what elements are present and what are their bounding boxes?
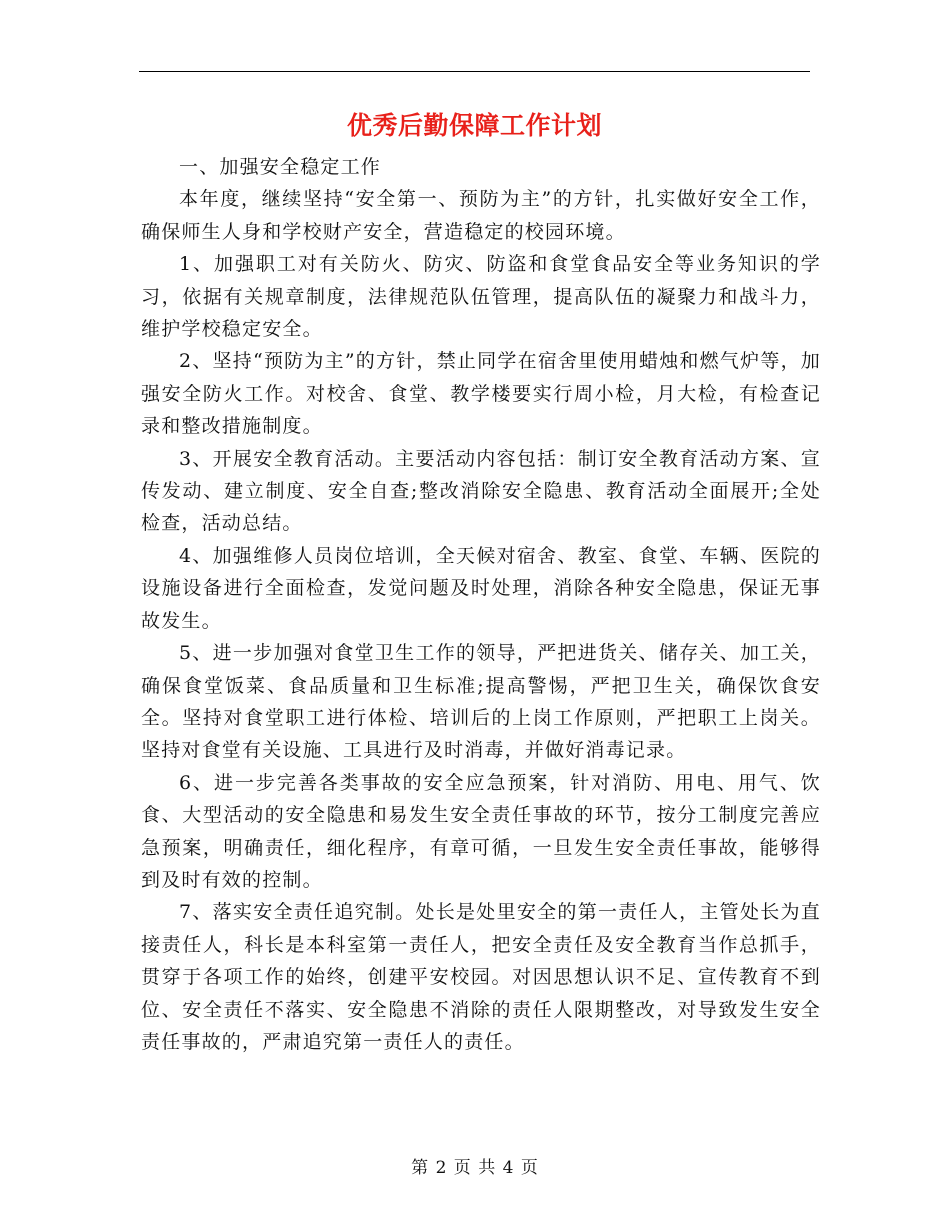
- paragraph-item-6: 6、进一步完善各类事故的安全应急预案，针对消防、用电、用气、饮食、大型活动的安全隐患和易发生安全责任事故的环节，按分工制度完善应急预案，明确责任，细化程序，有章可循，一旦发生安全责任事故，能够得到及时有效的控制。: [141, 771, 821, 891]
- header-rule: [139, 71, 810, 72]
- document-title: 优秀后勤保障工作计划: [346, 111, 602, 140]
- paragraph-item-3: 3、开展安全教育活动。主要活动内容包括：制订安全教育活动方案、宣传发动、建立制度、安全自查;整改消除安全隐患、教育活动全面展开;全处检查，活动总结。: [141, 447, 821, 535]
- paragraph-item-5: 5、进一步加强对食堂卫生工作的领导，严把进货关、储存关、加工关，确保食堂饭菜、食品质量和卫生标准;提高警惕，严把卫生关，确保饮食安全。坚持对食堂职工进行体检、培训后的上岗工作原则，严把职工上岗关。坚持对食堂有关设施、工具进行及时消毒，并做好消毒记录。: [141, 642, 821, 762]
- document-body: [141, 151, 821, 1058]
- paragraph-item-1: 1、加强职工对有关防火、防灾、防盗和食堂食品安全等业务知识的学习，依据有关规章制度，法律规范队伍管理，提高队伍的凝聚力和战斗力，维护学校稳定安全。: [141, 253, 821, 341]
- paragraph-intro: 本年度，继续坚持“安全第一、预防为主”的方针，扎实做好安全工作，确保师生人身和学校财产安全，营造稳定的校园环境。: [141, 188, 821, 243]
- section-heading-safety: 一、加强安全稳定工作: [179, 156, 382, 178]
- paragraph-item-2: 2、坚持“预防为主”的方针，禁止同学在宿舍里使用蜡烛和燃气炉等，加强安全防火工作。对校舍、食堂、教学楼要实行周小检，月大检，有检查记录和整改措施制度。: [141, 350, 821, 438]
- paragraph-item-7: 7、落实安全责任追究制。处长是处里安全的第一责任人，主管处长为直接责任人，科长是本科室第一责任人，把安全责任及安全教育当作总抓手，贯穿于各项工作的始终，创建平安校园。对因思想认识不足、宣传教育不到位、安全责任不落实、安全隐患不消除的责任人限期整改，对导致发生安全责任事故的，严肃追究第一责任人的责任。: [141, 901, 821, 1053]
- page-number-footer: 第 2 页 共 4 页: [411, 1158, 539, 1178]
- paragraph-item-4: 4、加强维修人员岗位培训，全天候对宿舍、教室、食堂、车辆、医院的设施设备进行全面检查，发觉问题及时处理，消除各种安全隐患，保证无事故发生。: [141, 544, 821, 632]
